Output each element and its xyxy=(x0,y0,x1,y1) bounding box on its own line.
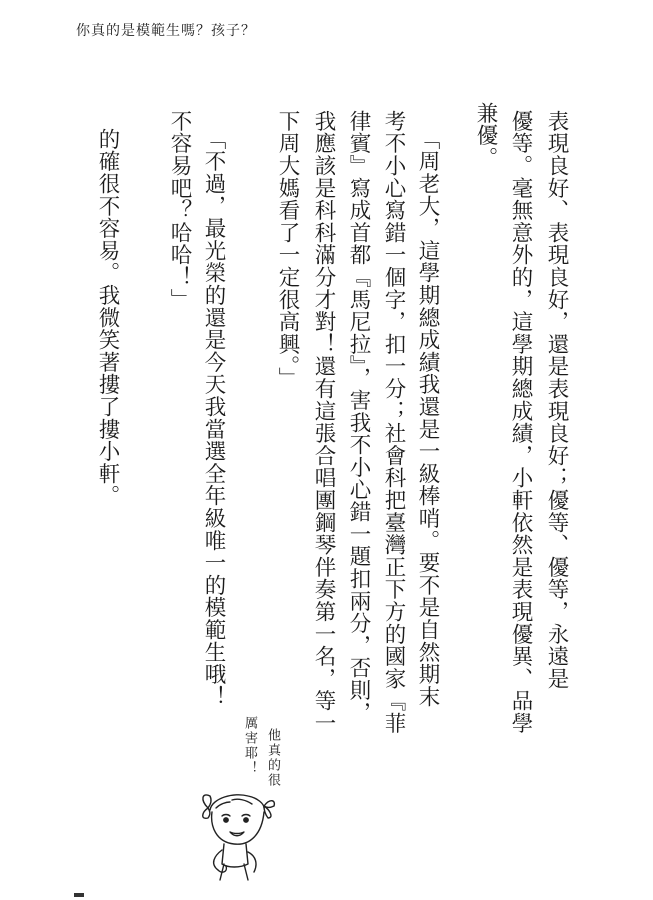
body-column-6: 律賓』寫成首都『馬尼拉』，害我不小心錯一題扣兩分，否則， xyxy=(346,110,371,724)
body-column-3: 兼優。 xyxy=(473,102,498,169)
illustration-note-line-2: 厲害耶！ xyxy=(242,716,257,776)
girl-illustration xyxy=(198,790,278,882)
page-number-mark xyxy=(74,893,84,897)
body-column-10: 不容易吧？哈哈！」 xyxy=(167,110,192,311)
running-head: 你真的是模範生嗎？孩子？ xyxy=(76,23,256,39)
body-column-11: 的確很不容易。我微笑著摟了摟小軒。 xyxy=(95,128,120,508)
body-column-7: 我應該是科科滿分才對！還有這張合唱團鋼琴伴奏第一名，等一 xyxy=(311,110,336,735)
body-column-4: 「周老大，這學期總成績我還是一級棒哨。要不是自然期末 xyxy=(415,128,440,708)
body-column-8: 下周大媽看了一定很高興。」 xyxy=(275,110,300,390)
body-column-5: 考不小心寫錯一個字，扣一分；社會科把臺灣正下方的國家『菲 xyxy=(381,110,406,735)
body-column-1: 表現良好、表現良好，還是表現良好；優等、優等，永遠是 xyxy=(544,110,569,690)
body-column-9: 「不過，最光榮的還是今天我當選全年級唯一的模範生哦！ xyxy=(201,128,226,708)
body-column-2: 優等。毫無意外的，這學期總成績，小軒依然是表現優異、品學 xyxy=(508,110,533,735)
illustration-note-line-1: 他真的很 xyxy=(265,728,280,788)
